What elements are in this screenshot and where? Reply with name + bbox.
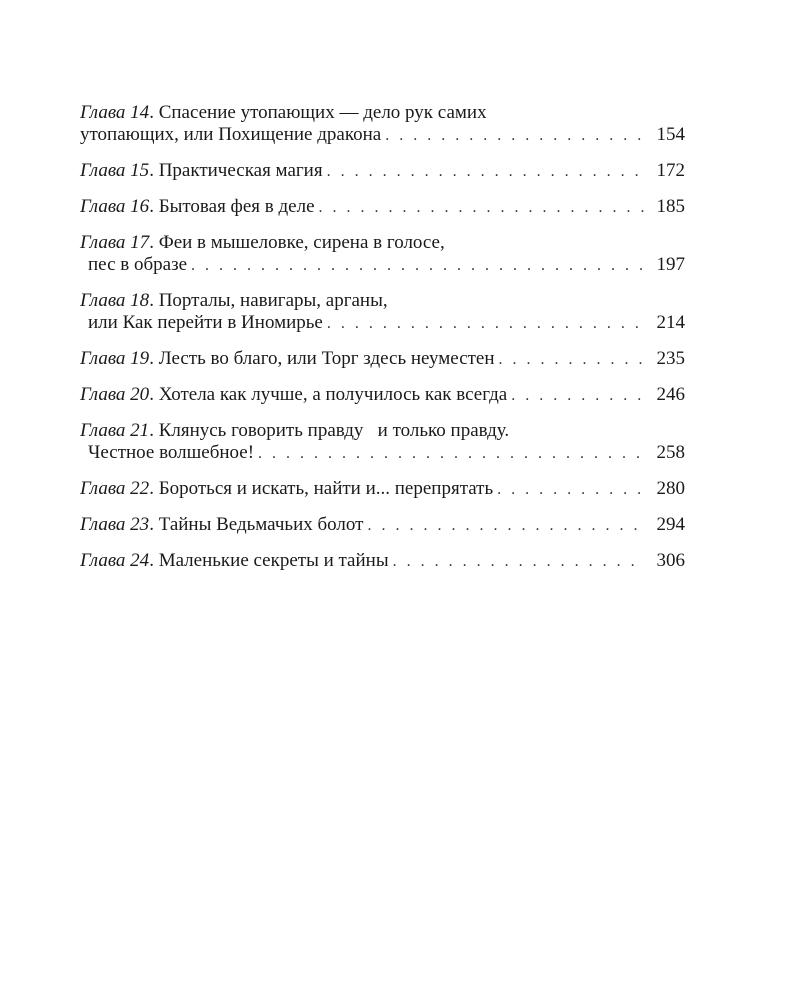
page-number: 235 (656, 348, 685, 369)
page-number: 306 (656, 550, 685, 571)
toc-entry-chapter-17[interactable] (80, 232, 685, 277)
toc-entry-line (80, 478, 685, 501)
toc-entry-heading: Глава 19. Лесть во благо, или Торг здесь неуместен (80, 348, 495, 369)
toc-entry-line (80, 550, 685, 573)
chapter-title: Практическая магия (158, 160, 323, 181)
dot-leader (497, 479, 645, 501)
toc-entry-chapter-24[interactable] (80, 550, 685, 573)
page-number: 280 (656, 478, 685, 499)
chapter-title-line-2: утопающих, или Похищение дракона (80, 124, 382, 145)
chapter-title-line-1: Порталы, навигары, арганы, (158, 290, 388, 311)
chapter-title: Маленькие секреты и тайны (158, 550, 389, 571)
toc-entry-heading: Глава 16. Бытовая фея в деле (80, 196, 315, 217)
toc-entry-first-line (80, 232, 685, 254)
dot-leader (327, 161, 645, 183)
toc-entry-first-line (80, 290, 685, 312)
chapter-label: Глава 15 (80, 160, 150, 181)
page-number: 172 (656, 160, 685, 181)
toc-entry-chapter-22[interactable] (80, 478, 685, 501)
toc-entry-last-line (80, 442, 685, 465)
toc-entry-line (80, 160, 685, 183)
dot-leader (319, 197, 645, 219)
chapter-label: Глава 20 (80, 384, 150, 405)
toc-entry-line (80, 196, 685, 219)
chapter-title: Лесть во благо, или Торг здесь неуместен (158, 348, 495, 369)
toc-entry-chapter-16[interactable] (80, 196, 685, 219)
toc-entry-heading: Глава 24. Маленькие секреты и тайны (80, 550, 389, 571)
chapter-label: Глава 17 (80, 232, 150, 253)
toc-entry-chapter-20[interactable] (80, 384, 685, 407)
toc-entry-chapter-18[interactable] (80, 290, 685, 335)
chapter-title: Хотела как лучше, а получилось как всегда (158, 384, 508, 405)
dot-leader (393, 551, 645, 573)
chapter-title-line-2: Честное волшебное! (88, 442, 255, 463)
toc-entry-first-line (80, 102, 685, 124)
toc-entry-heading: Глава 20. Хотела как лучше, а получилось как всегда (80, 384, 508, 405)
dot-leader (258, 443, 645, 465)
chapter-label: Глава 23 (80, 514, 150, 535)
toc-entry-heading: Глава 14. Спасение утопающих — дело рук самих (80, 102, 487, 123)
chapter-title-line-2: или Как перейти в Иномирье (88, 312, 323, 333)
page-number: 214 (656, 312, 685, 333)
chapter-label: Глава 16 (80, 196, 150, 217)
toc-entry-chapter-14[interactable] (80, 102, 685, 147)
chapter-title: Бытовая фея в деле (158, 196, 315, 217)
chapter-title: Бороться и искать, найти и... перепрятать (158, 478, 494, 499)
toc-entry-last-line (80, 312, 685, 335)
toc-entry-heading: Глава 15. Практическая магия (80, 160, 323, 181)
toc-entry-chapter-23[interactable] (80, 514, 685, 537)
toc-entry-chapter-21[interactable] (80, 420, 685, 465)
page-number: 258 (656, 442, 685, 463)
page-number: 154 (656, 124, 685, 145)
chapter-title-line-2: пес в образе (88, 254, 188, 275)
dot-leader (499, 349, 645, 371)
toc-entry-chapter-19[interactable] (80, 348, 685, 371)
toc-entry-heading: Глава 17. Феи в мышеловке, сирена в голосе, (80, 232, 445, 253)
chapter-title-line-1: Клянусь говорить правду и только правду. (158, 420, 510, 441)
toc-entry-first-line (80, 420, 685, 442)
chapter-label: Глава 19 (80, 348, 150, 369)
page-number: 197 (656, 254, 685, 275)
toc-entry-chapter-15[interactable] (80, 160, 685, 183)
page-number: 246 (656, 384, 685, 405)
chapter-title-line-1: Спасение утопающих — дело рук самих (158, 102, 487, 123)
chapter-label: Глава 22 (80, 478, 150, 499)
chapter-label: Глава 21 (80, 420, 150, 441)
dot-leader (367, 515, 645, 537)
chapter-label: Глава 14 (80, 102, 150, 123)
chapter-label: Глава 18 (80, 290, 150, 311)
toc-entry-heading: Глава 22. Бороться и искать, найти и... перепрятать (80, 478, 494, 499)
page-number: 185 (656, 196, 685, 217)
toc-entry-heading: Глава 18. Порталы, навигары, арганы, (80, 290, 388, 311)
toc-entry-heading: Глава 21. Клянусь говорить правду и только правду. (80, 420, 510, 441)
toc-entry-last-line (80, 124, 685, 147)
toc-entry-line (80, 514, 685, 537)
dot-leader (511, 385, 645, 407)
page-number: 294 (656, 514, 685, 535)
chapter-title-line-1: Феи в мышеловке, сирена в голосе, (158, 232, 445, 253)
toc-entry-last-line (80, 254, 685, 277)
dot-leader (385, 125, 645, 147)
dot-leader (327, 313, 645, 335)
toc-entry-line (80, 348, 685, 371)
chapter-label: Глава 24 (80, 550, 150, 571)
toc-entry-line (80, 384, 685, 407)
chapter-title: Тайны Ведьмачьих болот (158, 514, 364, 535)
table-of-contents (80, 102, 685, 586)
dot-leader (191, 255, 645, 277)
toc-entry-heading: Глава 23. Тайны Ведьмачьих болот (80, 514, 364, 535)
